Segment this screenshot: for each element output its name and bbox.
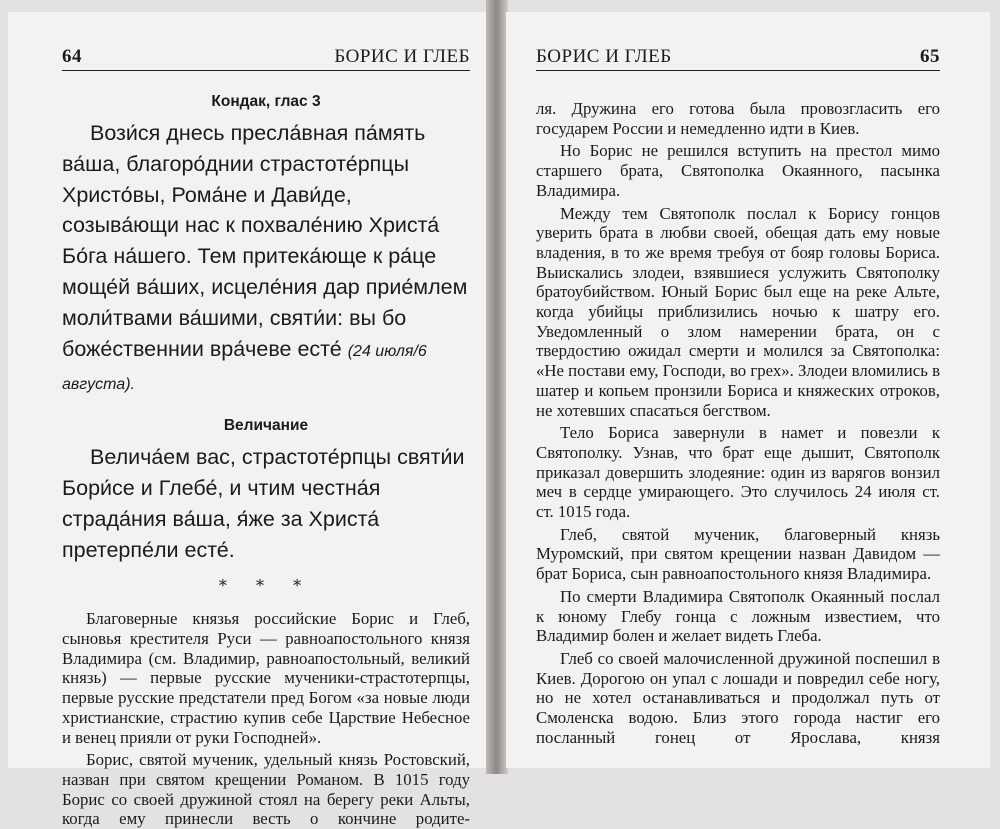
kontakion-heading: Кондак, глас 3 [211, 93, 321, 110]
paragraph: Тело Бориса завернули в намет и повезли к Святополку. Узнав, что брат еще дышит, Святополк приказал довершить злодеяние: один из варягов вонзил меч в сердце умирающего. Это случилось 24 июля ст. ст. 1015 года. [536, 423, 940, 522]
paragraph: Благоверные князья российские Борис и Глеб, сыновья крестителя Руси — равноапостольного князя Владимира (см. Владимир, равноапостольный, великий князь) — первые русские мученики-страстотерпцы, первые русские предстатели пред Богом «за новые люди христианские, страстию купив себе Царствие Небесное и венец прияли от руки Господней». [62, 609, 470, 747]
kontakion-body: Вози́ся днесь пресла́вная па́мять ва́ша, благоро́днии страстоте́рпцы Христо́вы, Рома́не и Дави́де, созыва́ющи нас к похвале́нию Христа́ Бо́га на́шего. Тем притека́юще к ра́це моще́й ва́ших, исцеле́ния дар прие́млем моли́твами ва́шими, святи́и: вы бо боже́ственнии вра́чеве есте́ [62, 121, 468, 361]
running-head-title: БОРИС И ГЛЕБ [334, 46, 470, 67]
paragraph: ля. Дружина его готова была провозгласить его государем России и немедленно идти в Киев. [536, 99, 940, 138]
magnification-heading: Величание [223, 417, 309, 435]
paragraph: Между тем Святополк послал к Борису гонцов уверить брата в любви своей, обещая дать ему новые владения, в то же время требуя от бояр головы Бориса. Выискались злодеи, взявшиеся услужить Святополку братоубийством. Юный Борис был еще на реке Альте, когда убийцы приблизились ночью к шатру его. Уведомленный о злом намерении брата, он с твердостию ожидал смерти и молился за Святополка: «Не постави ему, Господи, во грех». Злодеи вломились в шатер и копьем пронзили Бориса и княжеских отроков, не хотевших спасаться бегством. [536, 203, 940, 420]
paragraph: Глеб, святой мученик, благоверный князь Муромский, при святом крещении назван Давидом — брат Бориса, сын равноапостольного князя Владимира. [536, 524, 940, 584]
page-number: 64 [62, 46, 82, 67]
left-running-head [62, 12, 470, 71]
right-running-head [536, 12, 940, 71]
left-page [8, 12, 494, 829]
paragraph: Борис, святой мученик, удельный князь Ростовский, назван при святом крещении Романом. В 1015 году Борис со своей дружиной стоял на берегу реки Альты, когда ему принесли весть о кончине родите- [62, 750, 470, 829]
paragraph: Но Борис не решился вступить на престол мимо старшего брата, Святополка Окаянного, пасынка Владимира. [536, 141, 940, 200]
paragraph: Глеб со своей малочисленной дружиной поспешил в Киев. Дорогою он упал с лошади и повредил себе ногу, но не хотел останавливаться и продолжал путь от Смоленска водою. Близ этого города настиг его посланный гонец от Ярослава, князя [536, 648, 940, 747]
right-page [506, 12, 990, 768]
kontakion-text [62, 118, 470, 401]
kontakion-date: (24 июля/6 августа). [62, 342, 427, 394]
paragraph: По смерти Владимира Святополк Окаянный послал к юному Глебу гонца с ложным известием, что Владимир болен и желает видеть Глеба. [536, 586, 940, 646]
magnification-text: Велича́ем вас, страстоте́рпцы святи́и Бори́се и Глебе́, и чтим честна́я страда́ния ва́ша, я́же за Христа́ претерпе́ли есте́. [62, 445, 465, 562]
running-head-title: БОРИС И ГЛЕБ [536, 46, 672, 67]
book-gutter [486, 0, 508, 774]
section-separator: * * * [218, 576, 314, 596]
page-number: 65 [920, 46, 940, 67]
